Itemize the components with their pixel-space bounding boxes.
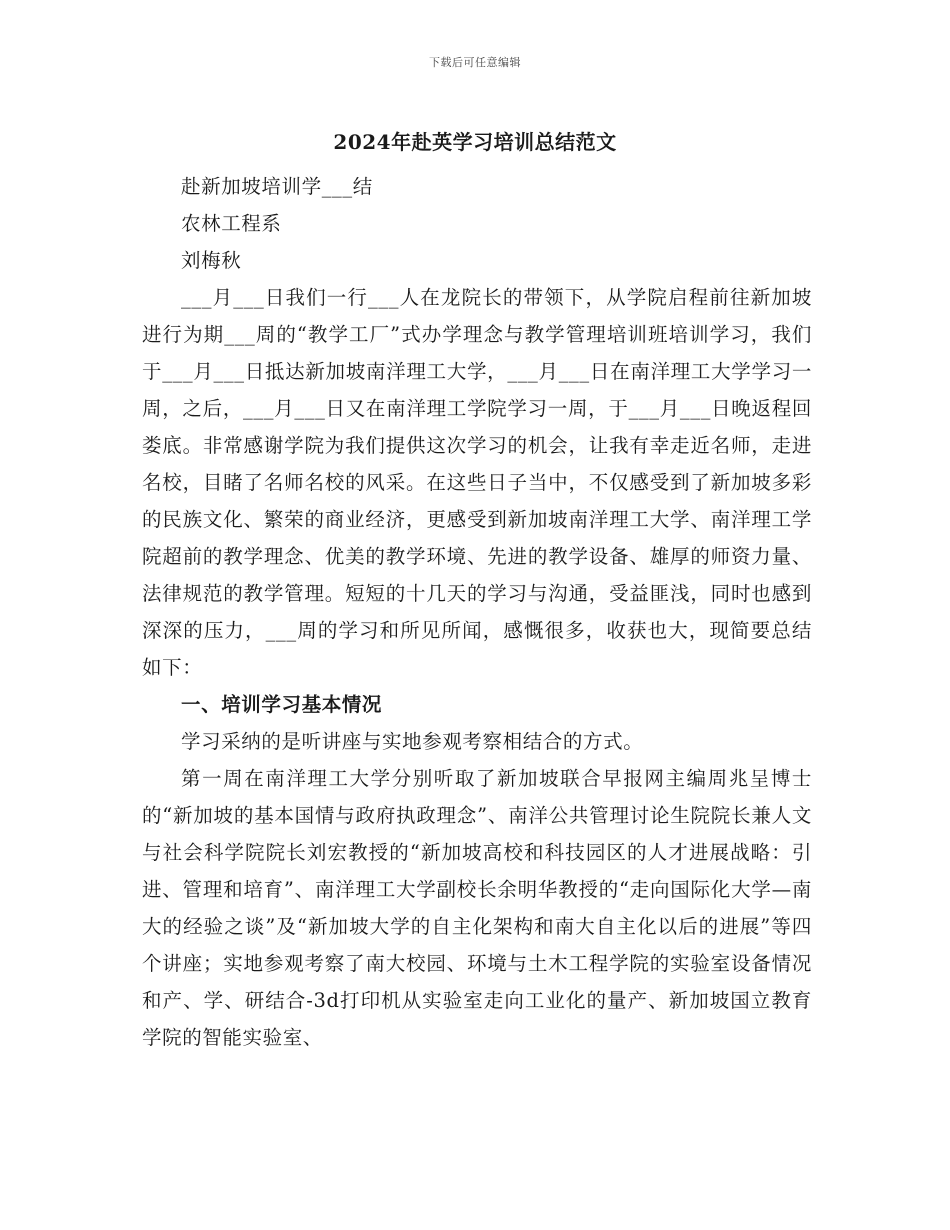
page-header-note: 下载后可任意编辑 bbox=[429, 56, 521, 69]
author-line: 刘梅秋 bbox=[181, 249, 242, 272]
document-body bbox=[142, 168, 812, 1056]
body-paragraph: 学习采纳的是听讲座与实地参观考察相结合的方式。 bbox=[181, 730, 644, 753]
department-line: 农林工程系 bbox=[181, 212, 282, 235]
body-paragraph: 第一周在南洋理工大学分别听取了新加坡联合早报网主编周兆呈博士的“新加坡的基本国情与政府执政理念”、南洋公共管理讨论生院院长兼人文与社会科学院院长刘宏教授的“新加坡高校和科技园区的人才进展战略：引进、管理和培育”、南洋理工大学副校长余明华教授的“走向国际化大学—南大的经验之谈”及“新加坡大学的自主化架构和南大自主化以后的进展”等四个讲座；实地参观考察了南大校园、环境与土木工程学院的实验室设备情况和产、学、研结合-3d打印机从实验室走向工业化的量产、新加坡国立教育学院的智能实验室、 bbox=[142, 767, 812, 1049]
section-heading: 一、培训学习基本情况 bbox=[181, 693, 383, 716]
document-title: 2024年赴英学习培训总结范文 bbox=[333, 130, 617, 154]
intro-paragraph: ___月___日我们一行___人在龙院长的带领下，从学院启程前往新加坡进行为期___周的“教学工厂”式办学理念与教学管理培训班培训学习，我们于___月___日抵达新加坡南洋理工大学，___月___日在南洋理工大学学习一周，之后，___月___日又在南洋理工学院学习一周，于___月___日晚返程回娄底。非常感谢学院为我们提供这次学习的机会，让我有幸走近名师，走进名校，目睹了名师名校的风采。在这些日子当中，不仅感受到了新加坡多彩的民族文化、繁荣的商业经济，更感受到新加坡南洋理工大学、南洋理工学院超前的教学理念、优美的教学环境、先进的教学设备、雄厚的师资力量、法律规范的教学管理。短短的十几天的学习与沟通，受益匪浅，同时也感到深深的压力，___周的学习和所见所闻，感慨很多，收获也大，现简要总结如下： bbox=[142, 286, 812, 679]
subtitle-line: 赴新加坡培训学___结 bbox=[181, 175, 373, 198]
